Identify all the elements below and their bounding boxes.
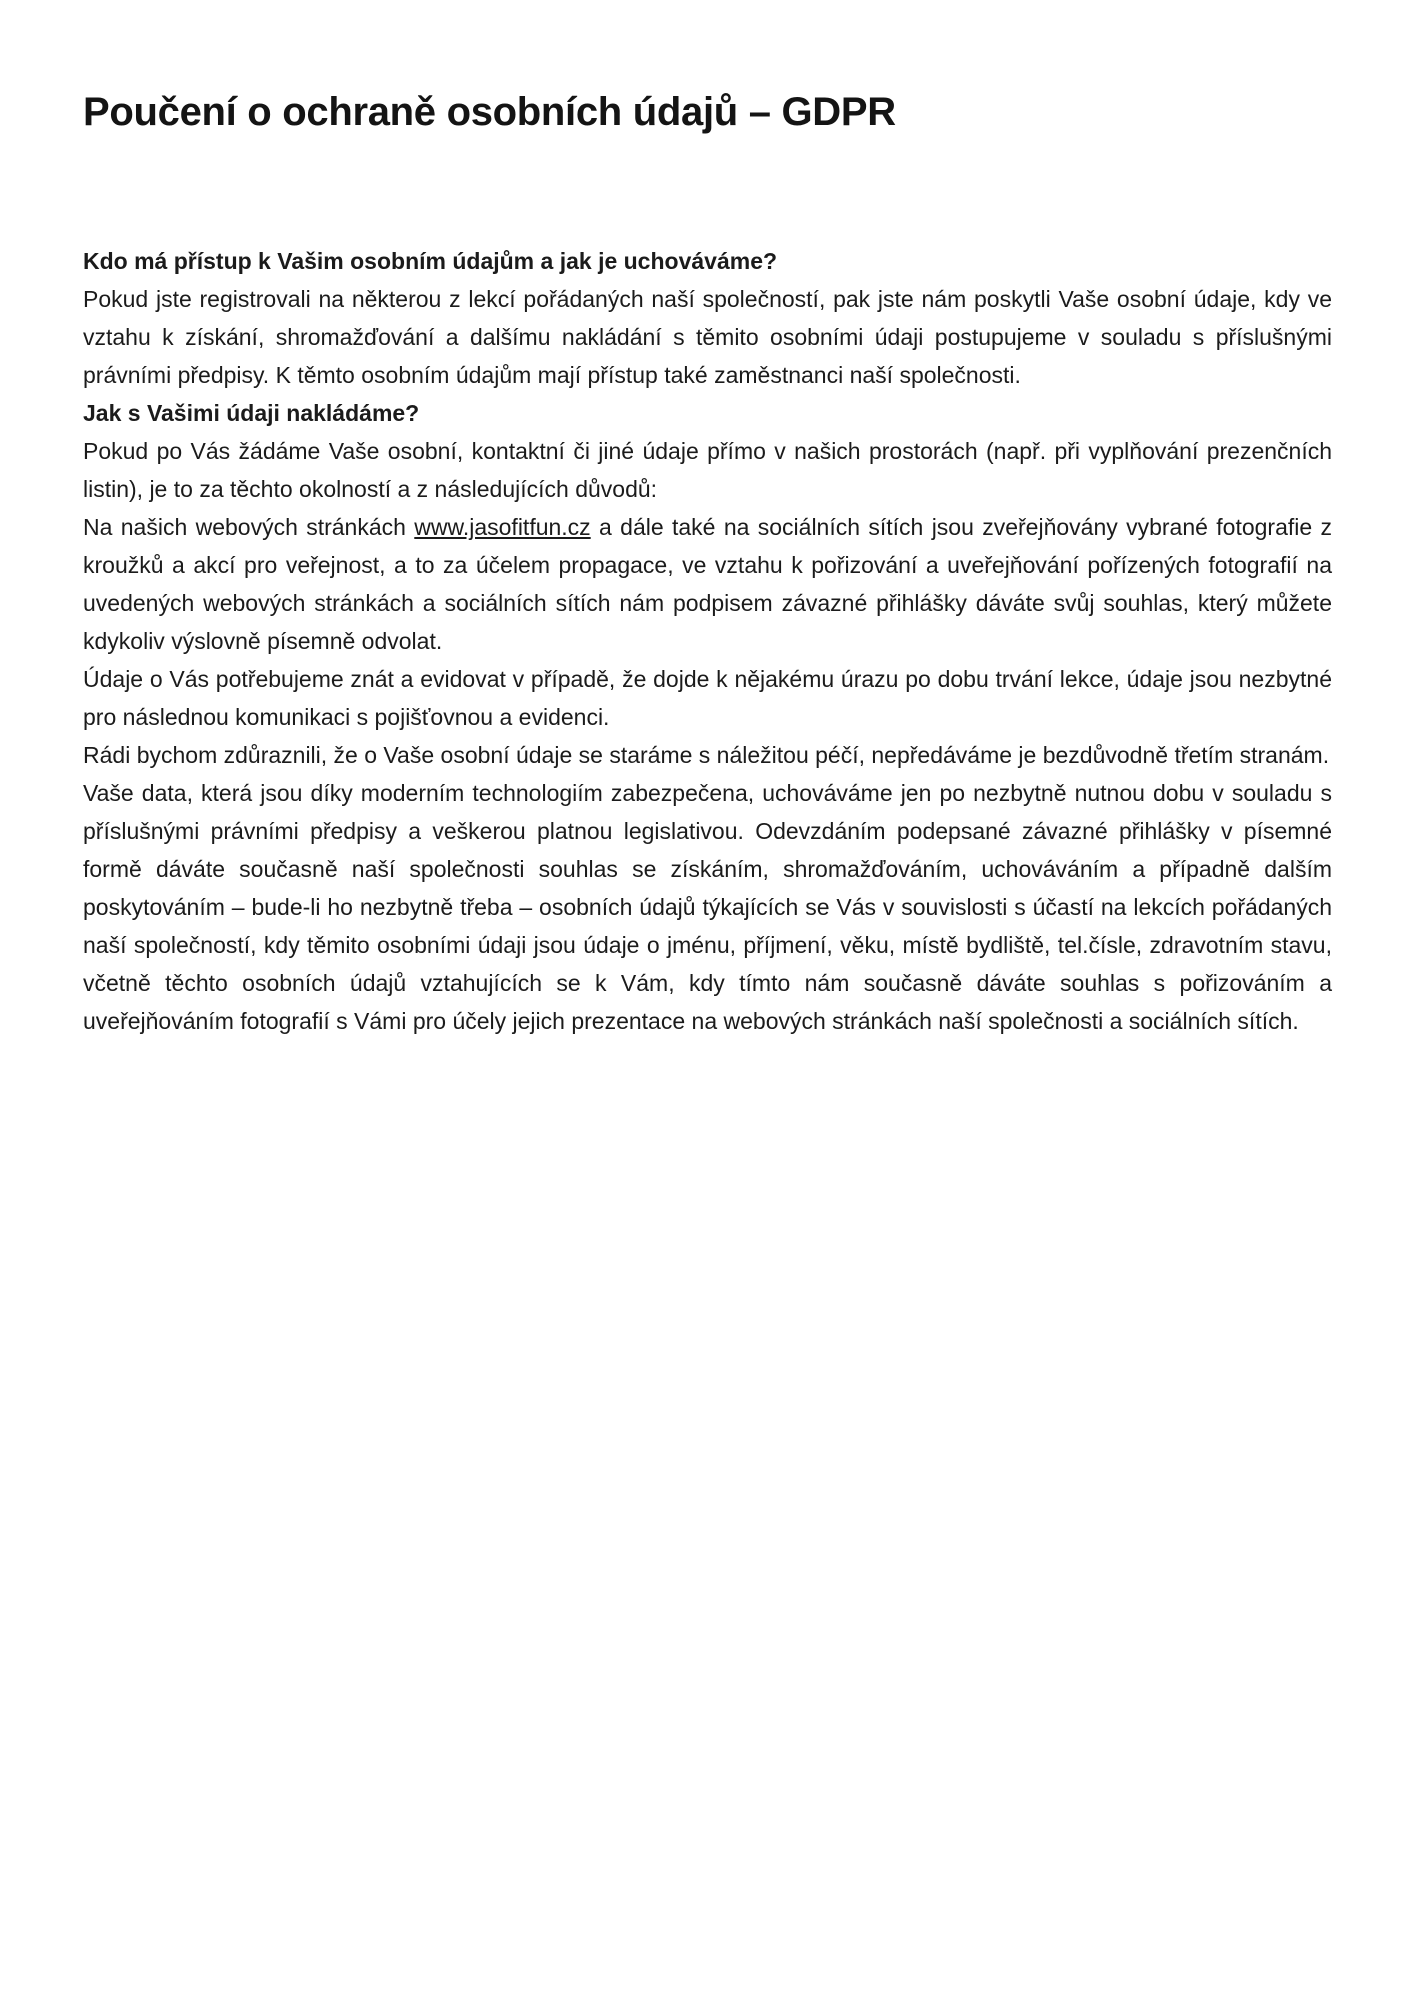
website-link[interactable]: www.jasofitfun.cz (414, 514, 591, 540)
page-title: Poučení o ochraně osobních údajů – GDPR (83, 90, 896, 134)
paragraph-website-photos (83, 508, 1332, 660)
paragraph-text-before-link: Na našich webových stránkách (83, 514, 415, 540)
paragraph-third-parties: Rádi bychom zdůraznili, že o Vaše osobní údaje se staráme s náležitou péčí, nepředáváme je bezdůvodně třetím stranám. (83, 742, 1330, 768)
paragraph-data-retention: Vaše data, která jsou díky moderním technologiím zabezpečena, uchováváme jen po nezbytně nutnou dobu v souladu s příslušnými právními předpisy a veškerou platnou legislativou. Odevzdáním podepsané závazné přihlášky v písemné formě dáváte současně naší společnosti souhlas se získáním, shromažďováním, uchováváním a případně dalším poskytováním – bude-li ho nezbytně třeba – osobních údajů týkajících se Vás v souvislosti s účastí na lekcích pořádaných naší společností, kdy těmito osobními údaji jsou údaje o jménu, příjmení, věku, místě bydliště, tel.čísle, zdravotním stavu, včetně těchto osobních údajů vztahujících se k Vám, kdy tímto nám současně dáváte souhlas s pořizováním a uveřejňováním fotografií s Vámi pro účely jejich prezentace na webových stránkách naší společnosti a sociálních sítích. (83, 780, 1332, 1034)
paragraph-injury-records: Údaje o Vás potřebujeme znát a evidovat v případě, že dojde k nějakému úrazu po dobu trvání lekce, údaje jsou nezbytné pro následnou komunikaci s pojišťovnou a evidenci. (83, 666, 1332, 730)
paragraph-handling-intro: Pokud po Vás žádáme Vaše osobní, kontaktní či jiné údaje přímo v našich prostorách (např. při vyplňování prezenčních listin), je to za těchto okolností a z následujících důvodů: (83, 438, 1332, 502)
section-heading-handling: Jak s Vašimi údaji nakládáme? (83, 400, 420, 426)
section-heading-access: Kdo má přístup k Vašim osobním údajům a jak je uchováváme? (83, 248, 778, 274)
paragraph-access-info: Pokud jste registrovali na některou z lekcí pořádaných naší společností, pak jste nám poskytli Vaše osobní údaje, kdy ve vztahu k získání, shromažďování a dalšímu nakládání s těmito osobními údaji postupujeme v souladu s příslušnými právními předpisy. K těmto osobním údajům mají přístup také zaměstnanci naší společnosti. (83, 286, 1332, 388)
paragraph-text-after-link: a dále také na sociálních sítích jsou zveřejňovány vybrané fotografie z kroužků a akcí pro veřejnost, a to za účelem propagace, ve vztahu k pořizování a uveřejňování pořízených fotografií na uvedených webových stránkách a sociálních sítích nám podpisem závazné přihlášky dáváte svůj souhlas, který můžete kdykoliv výslovně písemně odvolat. (83, 514, 1333, 654)
